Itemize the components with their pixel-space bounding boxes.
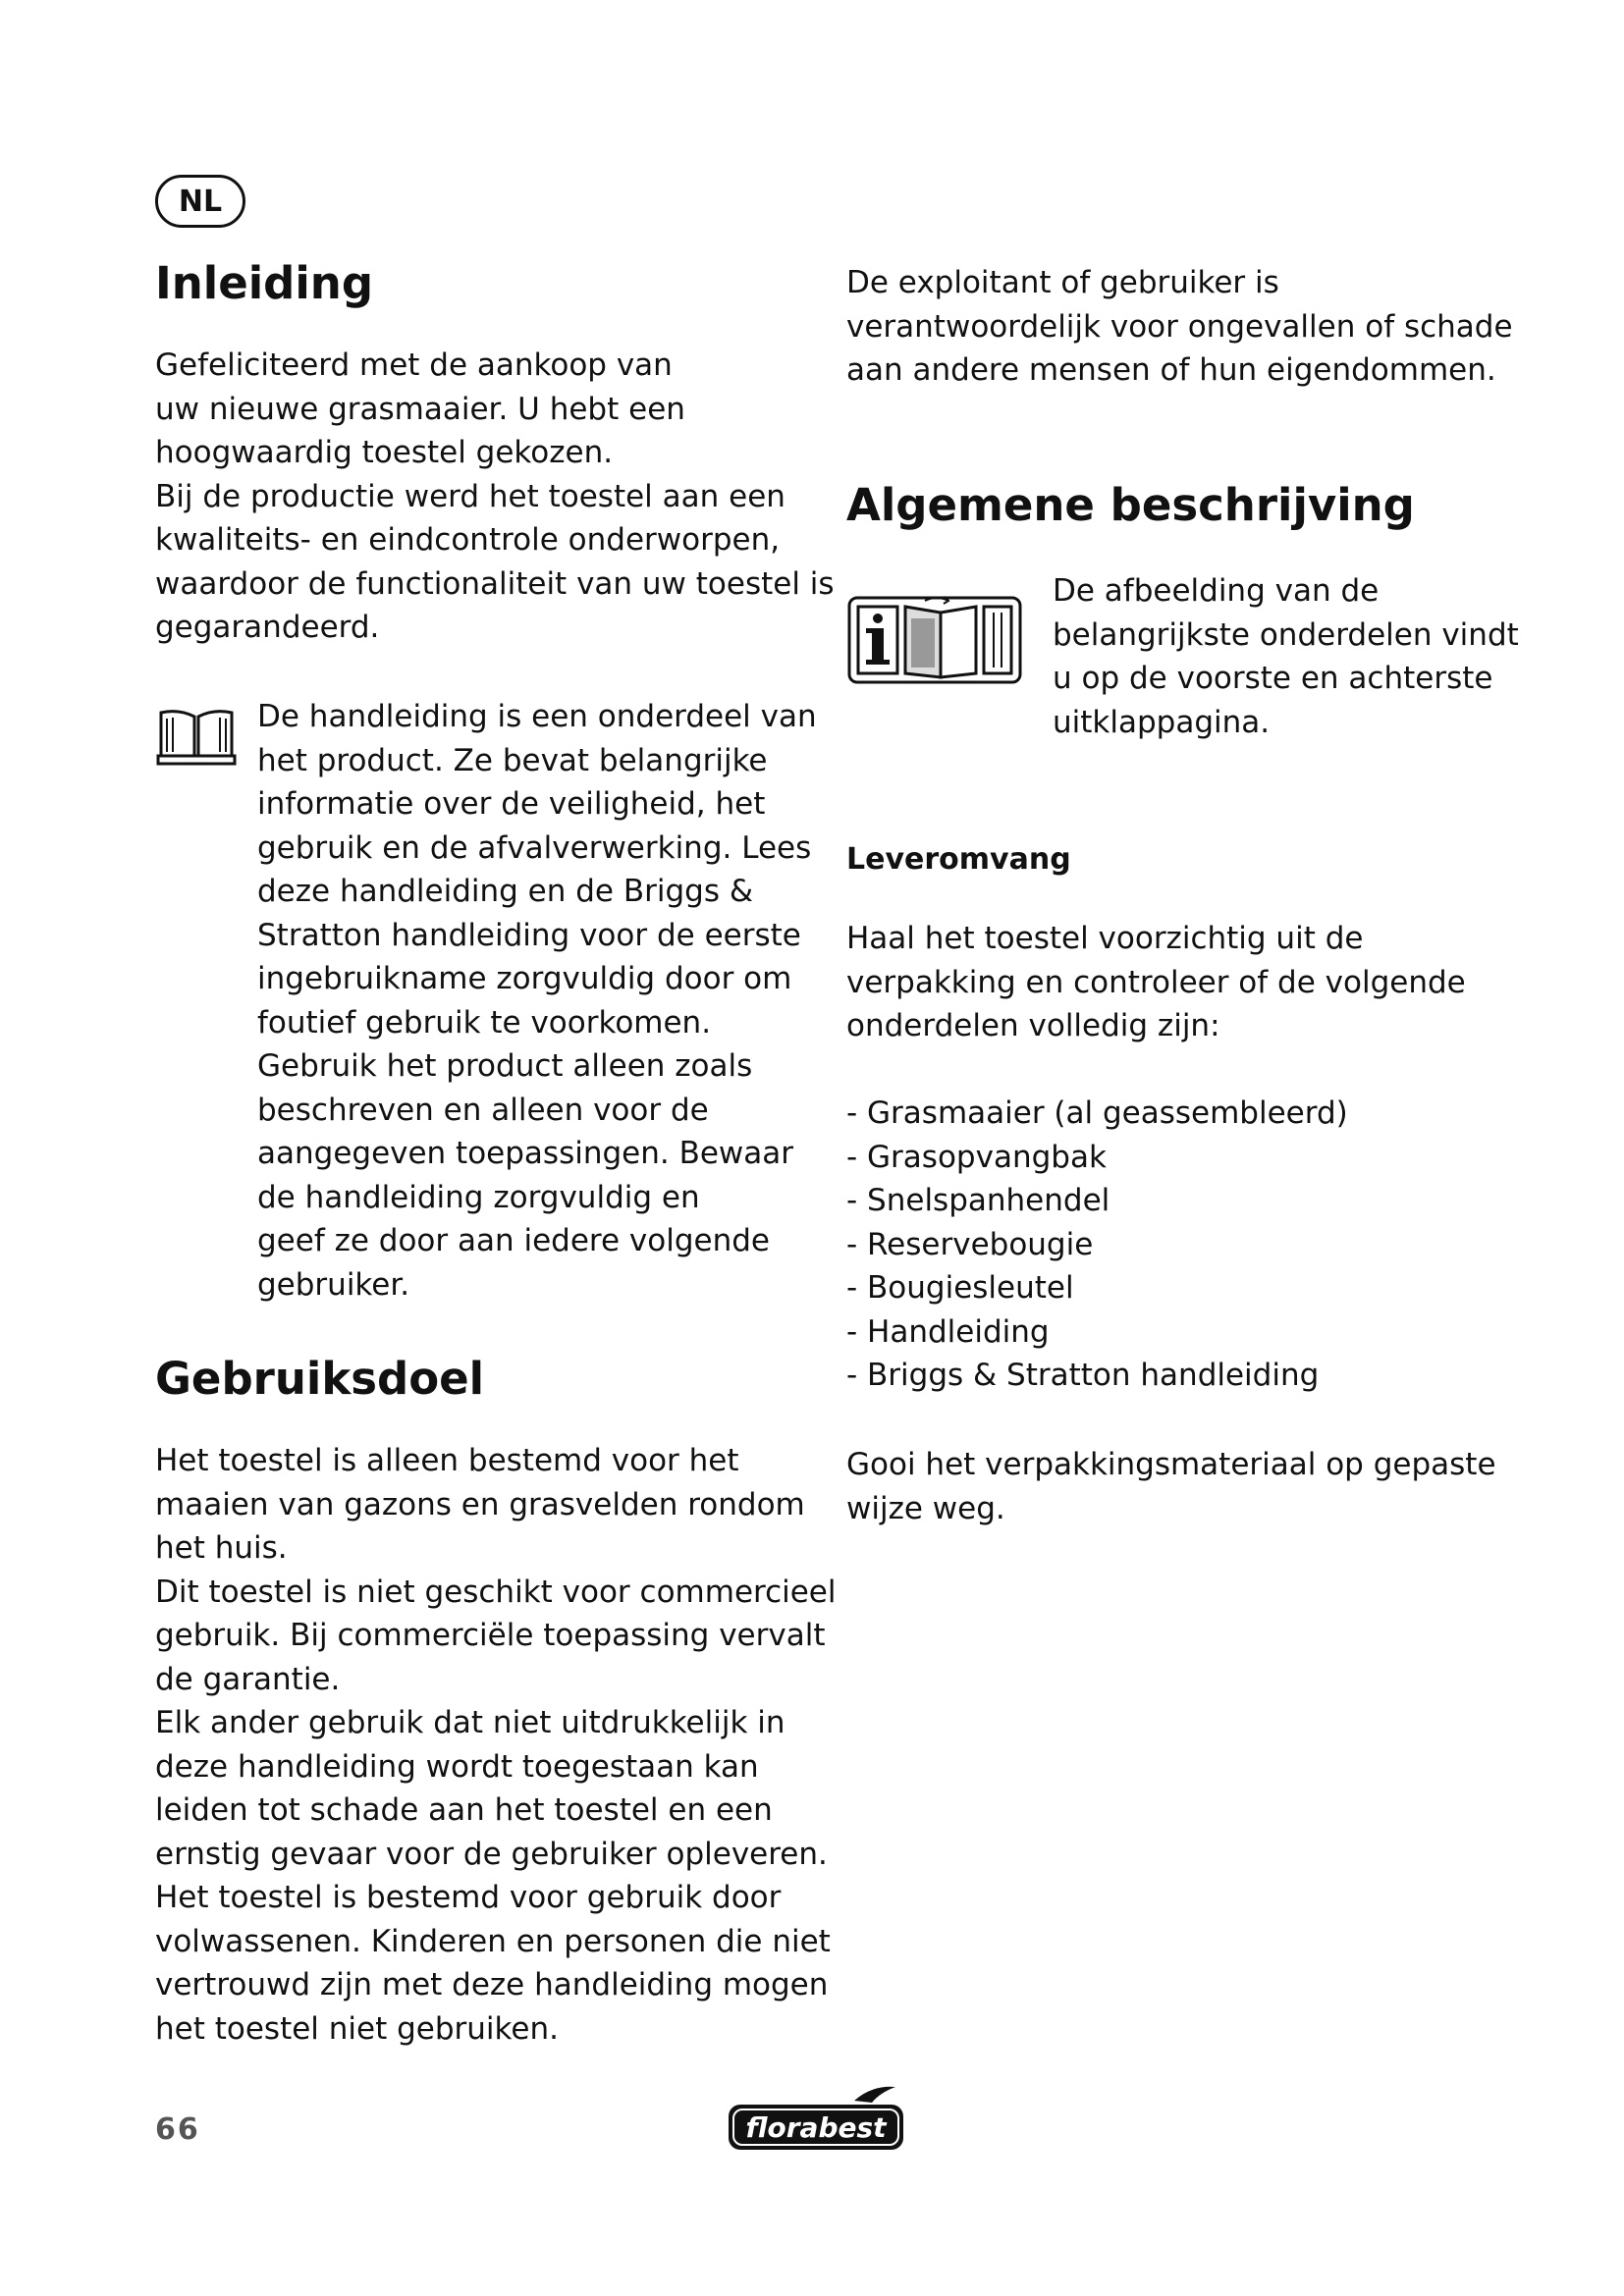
open-book-icon xyxy=(155,705,238,770)
manual-note-line: deze handleiding en de Briggs & xyxy=(257,874,754,909)
inleiding-line: uw nieuwe grasmaaier. U hebt een xyxy=(155,391,685,427)
inleiding-line: gegarandeerd. xyxy=(155,610,380,645)
list-item: - Bougiesleutel xyxy=(846,1270,1074,1306)
list-item: - Reservebougie xyxy=(846,1226,1094,1262)
exploitant-line: aan andere mensen of hun eigendommen. xyxy=(846,352,1496,388)
list-item: - Snelspanhendel xyxy=(846,1183,1110,1218)
inleiding-line: kwaliteits- en eindcontrole onderworpen, xyxy=(155,522,781,558)
algemene-info-line: belangrijkste onderdelen vindt xyxy=(1053,616,1519,653)
algemene-info-line: uitklappagina. xyxy=(1053,704,1271,740)
exploitant-line: verantwoordelijk voor ongevallen of schade xyxy=(846,308,1513,345)
manual-note-line: gebruik en de afvalverwerking. Lees xyxy=(257,829,812,866)
manual-note-line: het product. Ze bevat belangrijke xyxy=(257,742,768,778)
inleiding-line: hoogwaardig toestel gekozen. xyxy=(155,435,614,470)
manual-note-line: geef ze door aan iedere volgende xyxy=(257,1223,770,1258)
gebruiksdoel-line: Het toestel is alleen bestemd voor het xyxy=(155,1443,739,1478)
page-number: 66 xyxy=(155,2112,200,2147)
exploitant-line: De exploitant of gebruiker is xyxy=(846,265,1279,300)
gebruiksdoel-line: Het toestel is bestemd voor gebruik door xyxy=(155,1880,782,1915)
language-badge: NL xyxy=(155,175,245,228)
leveromvang-closing-line: Gooi het verpakkingsmateriaal op gepaste xyxy=(846,1447,1496,1482)
gebruiksdoel-line: Elk ander gebruik dat niet uitdrukkelijk in xyxy=(155,1705,785,1740)
section-title-algemene-beschrijving: Algemene beschrijving xyxy=(846,479,1415,531)
inleiding-line: waardoor de functionaliteit van uw toestel is xyxy=(155,565,835,602)
leveromvang-intro xyxy=(846,917,1466,1048)
brand-name: florabest xyxy=(745,2111,887,2144)
algemene-info-text xyxy=(1053,569,1519,744)
florabest-logo xyxy=(725,2083,907,2154)
section-subtitle-leveromvang: Leveromvang xyxy=(846,842,1071,877)
manual-note xyxy=(257,695,817,1307)
gebruiksdoel-line: gebruik. Bij commerciële toepassing vervalt xyxy=(155,1618,826,1653)
gebruiksdoel-line: vertrouwd zijn met deze handleiding mogen xyxy=(155,1967,829,2002)
gebruiksdoel-line: maaien van gazons en grasvelden rondom xyxy=(155,1486,805,1522)
inleiding-line: Gefeliciteerd met de aankoop van xyxy=(155,347,673,383)
leveromvang-closing xyxy=(846,1443,1496,1530)
info-foldout-icon xyxy=(846,595,1023,685)
leveromvang-intro-line: verpakking en controleer of de volgende xyxy=(846,964,1466,1000)
gebruiksdoel-line: leiden tot schade aan het toestel en een xyxy=(155,1792,773,1828)
gebruiksdoel-line: ernstig gevaar voor de gebruiker opleveren. xyxy=(155,1836,828,1872)
gebruiksdoel-line: het huis. xyxy=(155,1530,288,1566)
manual-note-line: ingebruikname zorgvuldig door om xyxy=(257,961,792,996)
section-title-gebruiksdoel: Gebruiksdoel xyxy=(155,1353,485,1405)
algemene-info-line: u op de voorste en achterste xyxy=(1053,661,1493,696)
gebruiksdoel-line: de garantie. xyxy=(155,1661,341,1697)
manual-note-line: foutief gebruik te voorkomen. xyxy=(257,1004,712,1041)
inleiding-line: Bij de productie werd het toestel aan een xyxy=(155,478,785,514)
gebruiksdoel-line: volwassenen. Kinderen en personen die niet xyxy=(155,1923,831,1959)
algemene-info-line: De afbeelding van de xyxy=(1053,573,1380,609)
manual-note-line: beschreven en alleen voor de xyxy=(257,1092,709,1128)
manual-note-line: gebruiker. xyxy=(257,1266,410,1303)
leveromvang-intro-line: Haal het toestel voorzichtig uit de xyxy=(846,921,1364,956)
manual-note-line: Gebruik het product alleen zoals xyxy=(257,1048,753,1084)
manual-note-line: de handleiding zorgvuldig en xyxy=(257,1179,700,1215)
gebruiksdoel-line: Dit toestel is niet geschikt voor commercieel xyxy=(155,1574,837,1610)
list-item: - Handleiding xyxy=(846,1313,1050,1350)
leveromvang-intro-line: onderdelen volledig zijn: xyxy=(846,1008,1220,1043)
inleiding-intro xyxy=(155,344,835,650)
manual-note-line: De handleiding is een onderdeel van xyxy=(257,699,817,734)
manual-note-line: aangegeven toepassingen. Bewaar xyxy=(257,1136,794,1171)
list-item: - Briggs & Stratton handleiding xyxy=(846,1358,1320,1393)
list-item: - Grasmaaier (al geassembleerd) xyxy=(846,1095,1348,1131)
exploitant-text xyxy=(846,261,1513,393)
leveromvang-closing-line: wijze weg. xyxy=(846,1490,1005,1526)
gebruiksdoel-text xyxy=(155,1439,837,2051)
gebruiksdoel-line: deze handleiding wordt toegestaan kan xyxy=(155,1748,759,1785)
manual-note-line: informatie over de veiligheid, het xyxy=(257,786,766,822)
section-title-inleiding: Inleiding xyxy=(155,257,374,309)
gebruiksdoel-line: het toestel niet gebruiken. xyxy=(155,2010,559,2047)
manual-note-line: Stratton handleiding voor de eerste xyxy=(257,917,801,953)
list-item: - Grasopvangbak xyxy=(846,1139,1107,1175)
leveromvang-list xyxy=(846,1092,1348,1398)
